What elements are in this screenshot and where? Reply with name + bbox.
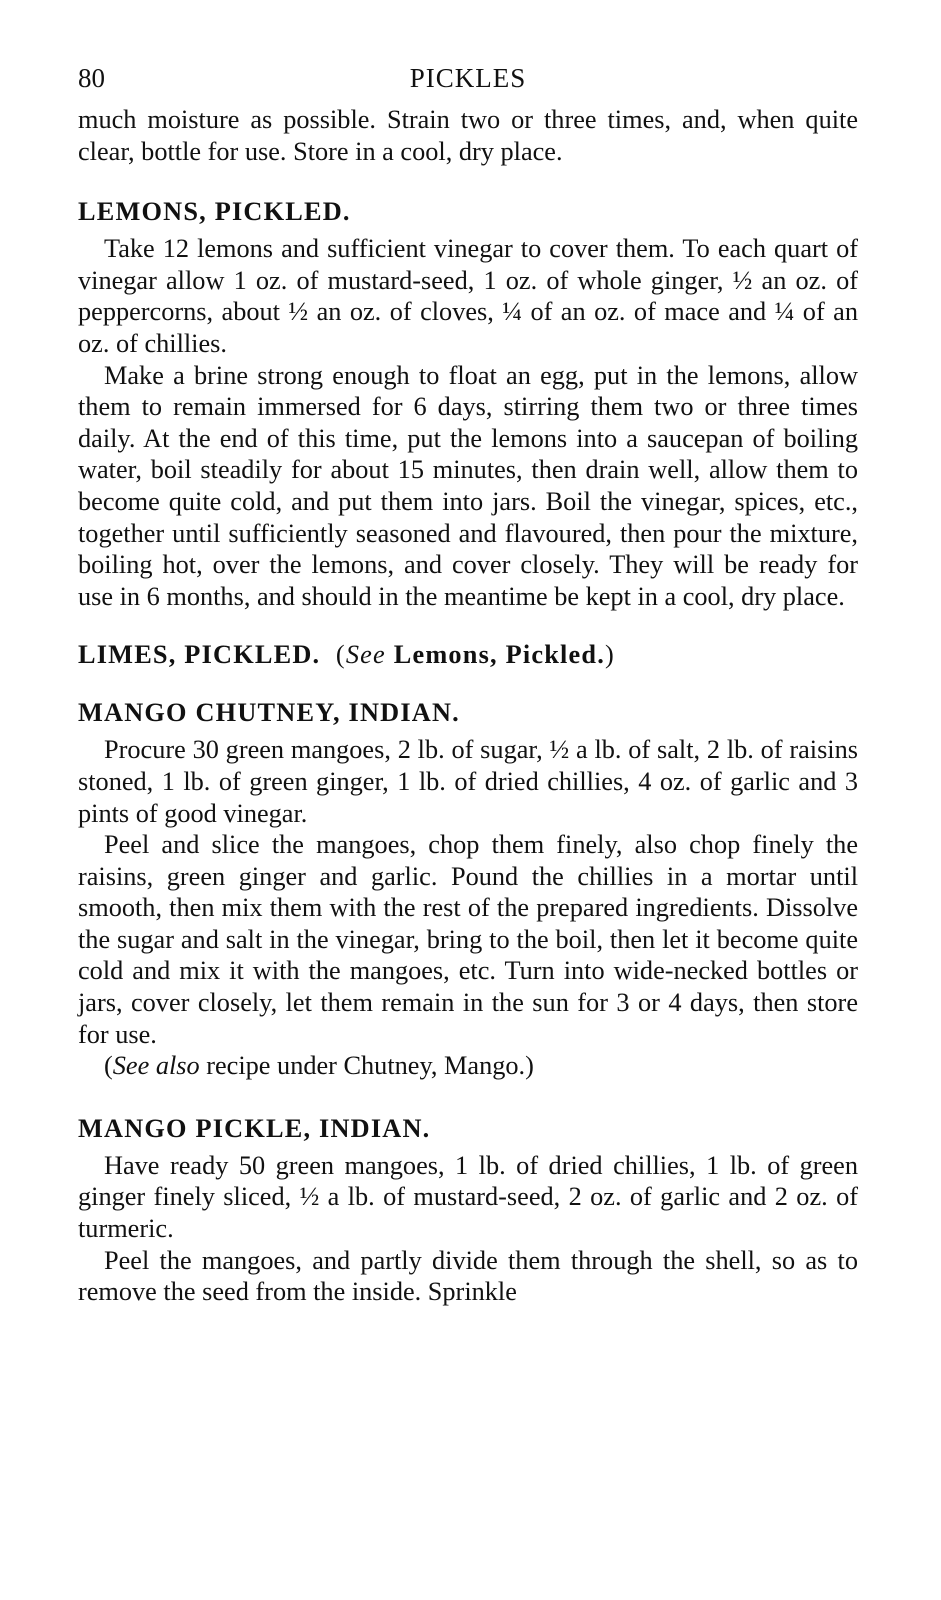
page-number: 80 bbox=[78, 63, 105, 93]
recipe-mango-pickle bbox=[78, 1112, 858, 1308]
recipe-paragraph: Peel the mangoes, and partly divide them through the shell, so as to remove the seed from the inside. Sprinkle bbox=[78, 1245, 858, 1307]
recipe-mango-chutney bbox=[78, 696, 858, 1082]
recipe-paragraph: Peel and slice the mangoes, chop them finely, also chop finely the raisins, green ginger and garlic. Pound the chillies in a mortar until smooth, then mix them with the rest of the prepared ingredients. Dissolve the sugar and salt in the vinegar, bring to the boil, then let it become quite cold and mix it with the mangoes, etc. Turn into wide-necked bottles or jars, cover closely, let them remain in the sun for 3 or 4 days, then store for use. bbox=[78, 830, 858, 1049]
running-head bbox=[78, 58, 858, 98]
recipe-paragraph: Procure 30 green mangoes, 2 lb. of sugar, ½ a lb. of salt, 2 lb. of raisins stoned, 1 lb. of green ginger, 1 lb. of dried chillies, 4 oz. of garlic and 3 pints of good vinegar. bbox=[78, 735, 858, 828]
recipe-paragraph: Have ready 50 green mangoes, 1 lb. of dried chillies, 1 lb. of green ginger finely sliced, ½ a lb. of mustard-seed, 2 oz. of garlic and 2 oz. of turmeric. bbox=[78, 1150, 858, 1244]
see-also-note bbox=[78, 1050, 858, 1082]
recipe-heading bbox=[78, 638, 858, 672]
xref-see: See bbox=[345, 640, 386, 670]
recipe-lemons-pickled bbox=[78, 195, 858, 612]
recipe-heading: MANGO PICKLE, INDIAN. bbox=[78, 1113, 431, 1143]
xref-open: ( bbox=[335, 640, 346, 670]
recipe-heading: LEMONS, PICKLED. bbox=[78, 197, 351, 227]
heading-text: LIMES, PICKLED. bbox=[78, 640, 321, 670]
page-title: PICKLES bbox=[409, 63, 527, 93]
recipe-limes-pickled bbox=[78, 638, 858, 672]
recipe-paragraph: Take 12 lemons and sufficient vinegar to cover them. To each quart of vinegar allow 1 oz. of mustard-seed, 1 oz. of whole ginger, ½ an oz. of peppercorns, about ½ an oz. of cloves, ¼ of an oz. of mace and ¼ of an oz. of chillies. bbox=[78, 234, 858, 358]
see-also-italic: See also bbox=[112, 1051, 200, 1081]
book-page bbox=[78, 58, 858, 1308]
continued-paragraph: much moisture as possible. Strain two or three times, and, when quite clear, bottle for use. Store in a cool, dry place. bbox=[78, 105, 858, 166]
xref-target: Lemons, Pickled. bbox=[393, 640, 606, 670]
recipe-heading: MANGO CHUTNEY, INDIAN. bbox=[78, 698, 460, 728]
xref-close: ) bbox=[605, 640, 615, 670]
see-also-open: ( bbox=[104, 1051, 113, 1081]
see-also-rest: recipe under Chutney, Mango.) bbox=[199, 1051, 534, 1081]
recipe-paragraph: Make a brine strong enough to float an egg, put in the lemons, allow them to remain immersed for 6 days, stirring them two or three times daily. At the end of this time, put the lemons into a saucepan of boiling water, boil steadily for about 15 minutes, then drain well, allow them to become quite cold, and put them into jars. Boil the vinegar, spices, etc., together until sufficiently seasoned and flavoured, then pour the mixture, boiling hot, over the lemons, and cover closely. They will be ready for use in 6 months, and should in the meantime be kept in a cool, dry place. bbox=[78, 360, 858, 611]
